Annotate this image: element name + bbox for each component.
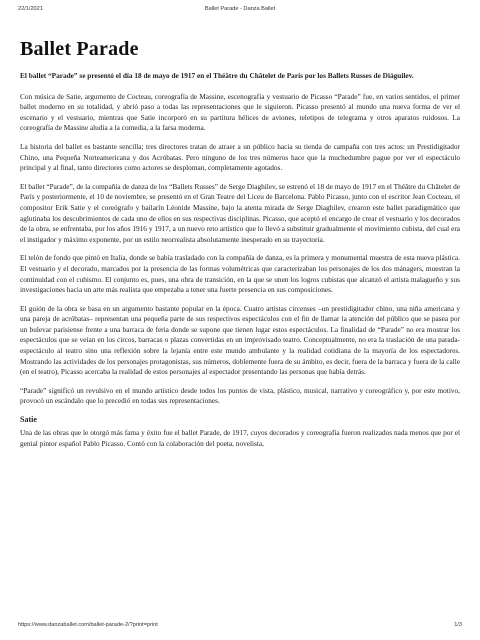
paragraph-1: Con música de Satie, argumento de Cocteau, coreografía de Massine, escenografía y vestuario de Picasso “Parade” fue, en varios sentidos, el primer ballet moderno en su totalidad, y abrió paso a todas las representaciones que le siguieron. Picasso presentó al mundo una nueva forma de ver el escenario y el vestuario, mientras que Satie incorporó en su partitura hélices de aviones, teletipos de telegrama y otros aparatos ruidosos. La coreografía de Massine aludía a la comedia, a la farsa moderna. bbox=[20, 91, 460, 133]
print-url[interactable]: https://www.danzaballet.com/ballet-parade-2/?print=print bbox=[18, 622, 158, 628]
print-page-title: Ballet Parade - Danza Ballet bbox=[204, 6, 276, 12]
article-lead: El ballet “Parade” se presentó el día 18 de mayo de 1917 en el Théâtre du Châtelet de París por los Ballets Russes de Diáguilev. bbox=[20, 71, 414, 80]
page-number: 1/3 bbox=[454, 622, 462, 628]
article-title: Ballet Parade bbox=[20, 38, 139, 60]
paragraph-4: El telón de fondo que pintó en Italia, donde se había trasladado con la compañía de danza, es la primera y monumental muestra de esta nueva plástica. El vestuario y el decorado, marcados por la presencia de las formas volumétricas que caracterizaban los personajes de los dos mánagers, muestran la continuidad con el cubismo. El conjunto es, pues, una obra de transición, en la que se unen los logros cubistas que alcanzó el artista malagueño y sus investigaciones hacia un arte más realista que empezaba a tener una fuerte presencia en sus composiciones. bbox=[20, 253, 460, 295]
paragraph-5: El guión de la obra se basa en un argumento bastante popular en la época. Cuatro artistas circenses –un prestidigitador chino, una niña americana y una pareja de acróbatas– representan una pequeña parte de sus respectivos espectáculos con el fin de llamar la atención del público que se pasea por un bulevar parisiense frente a una barraca de feria donde se supone que tienen lugar estos espectáculos. La finalidad de “Parade” no era mostrar los espectáculos que se veían en los circos, barracas o plazas convertidas en un improvisado teatro. Conceptualmente, no era la traslación de una parada-espectáculo al teatro sino una reflexión sobre la lejanía entre este mundo ambulante y la realidad cotidiana de la mayoría de los espectadores. Mostrando las actividades de los personajes protagonistas, sus números, doblemente fuera de su ámbito, es decir, fuera de la barraca y fuera de la calle (en el teatro), Picasso acercaba la realidad de estos personajes al espectador presentando las personas que había detrás. bbox=[20, 303, 460, 377]
print-footer bbox=[18, 622, 462, 632]
paragraph-3: El ballet “Parade”, de la compañía de danza de los “Ballets Russes” de Serge Diaghilev, se estrenó el 18 de mayo de 1917 en el Théâtre du Châtelet de París y posteriormente, el 10 de noviembre, se presentó en el Gran Teatre del Liceu de Barcelona. Pablo Picasso, junto con el escritor Jean Cocteau, el compositor Erik Satie y el coreógrafo y bailarín Léonide Massine, bajo la atenta mirada de Serge Diaghilev, crearon este ballet paradigmático que aglutinaba los descubrimientos de cada uno de ellos en sus respectivas disciplinas. Picasso, que aceptó el encargo de crear el vestuario y los decorados de la obra, se enfrentaba, por los años 1916 y 1917, a un nuevo reto artístico que lo llevó a substituir gradualmente el movimiento cubista, del cual era el instigador y máximo exponente, por un estilo neorrealista absolutamente inesperado en su trayectoria. bbox=[20, 181, 460, 244]
paragraph-2: La historia del ballet es bastante sencilla; tres directores tratan de atraer a un público hacia su tienda de campaña con tres actos: un Prestidigitador Chino, una Pequeña Norteamericana y dos Acróbatas. Pero ninguno de los tres números hace que la muchedumbre pague por ver el espectáculo principal y al final, tanto directores como actores se desploman, completamente agotados. bbox=[20, 141, 460, 173]
print-date: 22/1/2021 bbox=[18, 6, 43, 12]
subheading-satie: Satie bbox=[20, 415, 37, 425]
paragraph-7: Una de las obras que le otorgó más fama y éxito fue el ballet Parade, de 1917, cuyos decorados y coreografía fueron realizados nada menos que por el genial pintor español Pablo Picasso. Contó con la colaboración del poeta, novelista, bbox=[20, 428, 460, 448]
paragraph-6: “Parade” significó un revulsivo en el mundo artístico desde todos los puntos de vista, plástico, musical, narrativo y coreográfico y, por este motivo, provocó un escándalo que lo precedió en todas sus representaciones. bbox=[20, 385, 460, 406]
article bbox=[20, 38, 460, 457]
print-header bbox=[18, 6, 462, 16]
